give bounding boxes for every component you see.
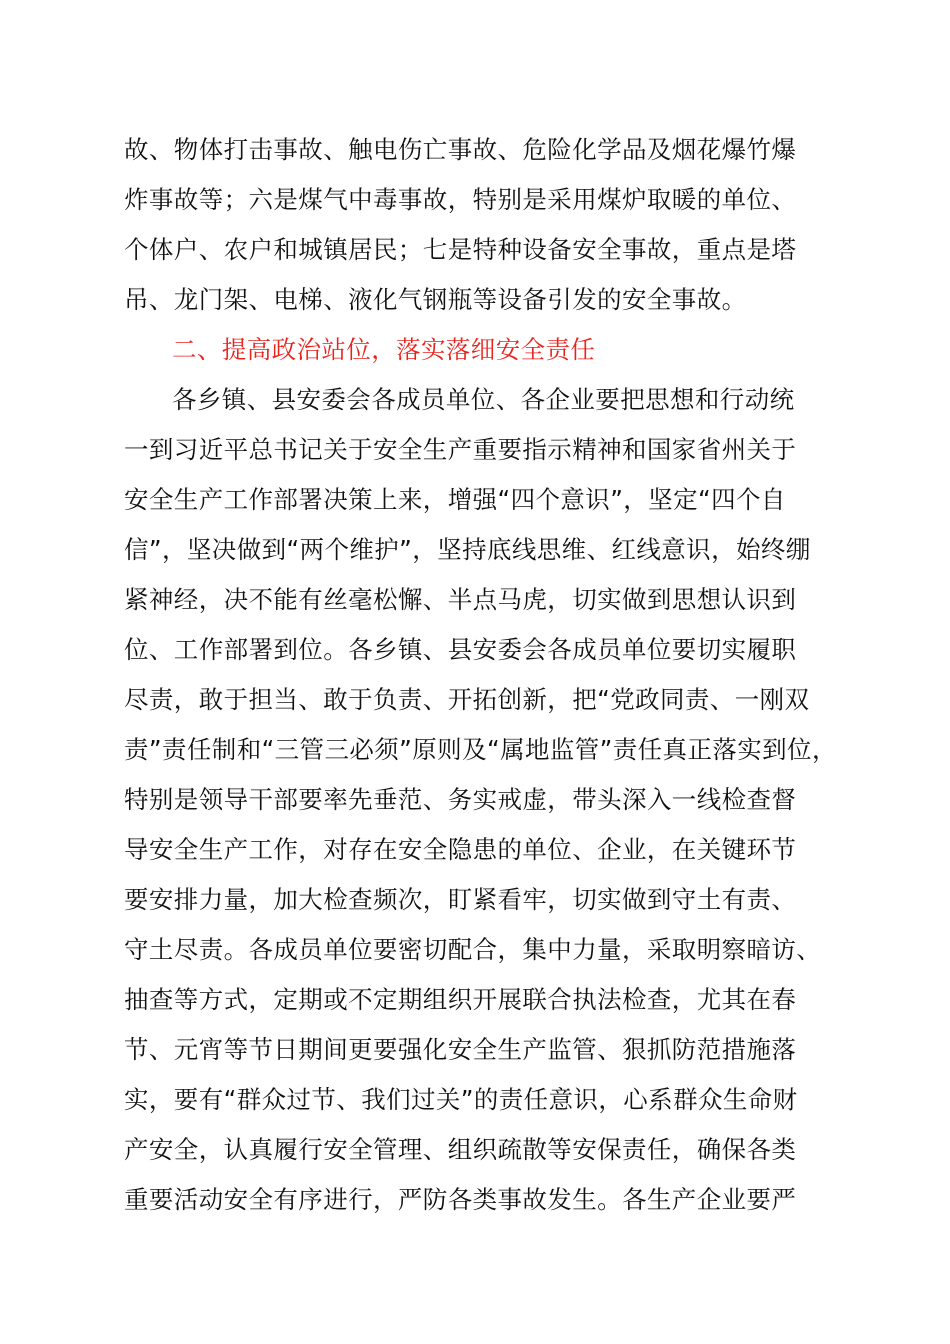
paragraph-line-11: 要安排力量，加大检查频次，盯紧看牢，切实做到守土有责、 [124, 885, 797, 914]
paragraph-line-17: 重要活动安全有序进行，严防各类事故发生。各生产企业要严 [124, 1185, 797, 1214]
paragraph-line-9: 特别是领导干部要率先垂范、务实戒虚，带头深入一线检查督 [124, 785, 797, 814]
body-line-4: 吊、龙门架、电梯、液化气钢瓶等设备引发的安全事故。 [124, 285, 747, 314]
paragraph-line-2: 一到习近平总书记关于安全生产重要指示精神和国家省州关于 [124, 435, 797, 464]
body-line-2: 炸事故等；六是煤气中毒事故，特别是采用煤炉取暖的单位、 [124, 185, 797, 214]
section-heading: 二、提高政治站位，落实落细安全责任 [172, 335, 596, 364]
body-line-3: 个体户、农户和城镇居民；七是特种设备安全事故，重点是塔 [124, 235, 797, 264]
paragraph-line-4: 信”，坚决做到“两个维护”，坚持底线思维、红线意识，始终绷 [124, 535, 811, 564]
paragraph-line-15: 实，要有“群众过节、我们过关”的责任意识，心系群众生命财 [124, 1085, 798, 1114]
paragraph-line-8: 责”责任制和“三管三必须”原则及“属地监管”责任真正落实到位， [124, 735, 837, 764]
paragraph-line-12: 守土尽责。各成员单位要密切配合，集中力量，采取明察暗访、 [124, 935, 822, 964]
paragraph-line-5: 紧神经，决不能有丝毫松懈、半点马虎，切实做到思想认识到 [124, 585, 797, 614]
paragraph-line-14: 节、元宵等节日期间更要强化安全生产监管、狠抓防范措施落 [124, 1035, 797, 1064]
paragraph-line-13: 抽查等方式，定期或不定期组织开展联合执法检查，尤其在春 [124, 985, 797, 1014]
body-line-1: 故、物体打击事故、触电伤亡事故、危险化学品及烟花爆竹爆 [124, 135, 797, 164]
paragraph-line-10: 导安全生产工作，对存在安全隐患的单位、企业，在关键环节 [124, 835, 797, 864]
paragraph-line-6: 位、工作部署到位。各乡镇、县安委会各成员单位要切实履职 [124, 635, 797, 664]
paragraph-line-7: 尽责，敢于担当、敢于负责、开拓创新，把“党政同责、一刚双 [124, 685, 810, 714]
paragraph-line-3: 安全生产工作部署决策上来，增强“四个意识”，坚定“四个自 [124, 485, 786, 514]
paragraph-line-1: 各乡镇、县安委会各成员单位、各企业要把思想和行动统 [172, 385, 795, 414]
paragraph-line-16: 产安全，认真履行安全管理、组织疏散等安保责任，确保各类 [124, 1135, 797, 1164]
